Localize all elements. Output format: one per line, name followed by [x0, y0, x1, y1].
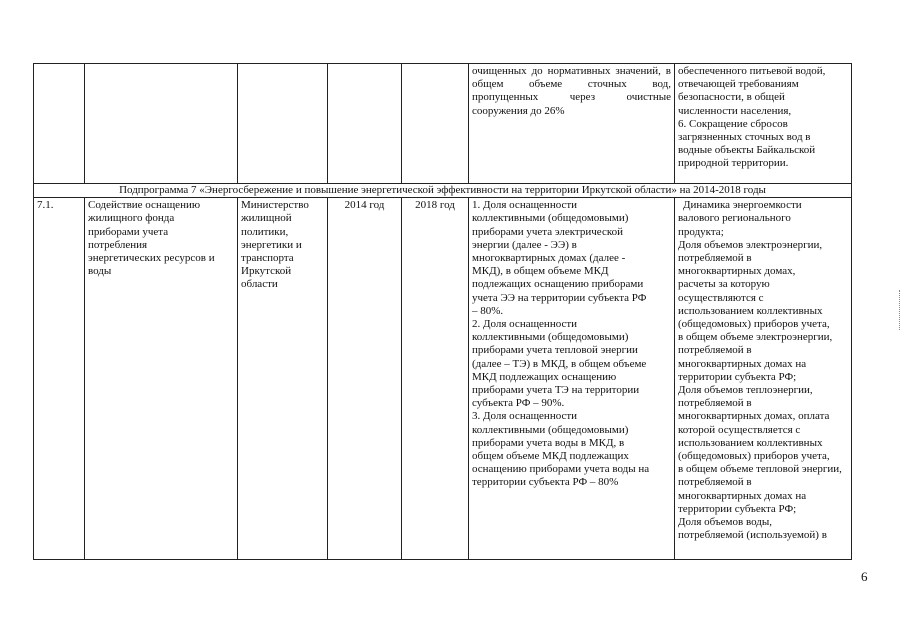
result-line: в общем объеме тепловой энергии, — [678, 463, 842, 476]
indicator-line: многоквартирных домах (далее - — [472, 252, 626, 265]
result-line: продукта; — [678, 225, 724, 238]
continuation-row — [34, 64, 852, 184]
cell-end-empty — [402, 64, 469, 184]
measure-name-line: жилищного фонда — [88, 212, 175, 225]
executor-line: энергетики и — [241, 238, 302, 251]
results-cell — [675, 198, 852, 560]
indicator-line: энергии (далее - ЭЭ) в — [472, 238, 577, 251]
measures-table — [33, 63, 852, 560]
result-line: которой осуществляется с — [678, 423, 801, 436]
indicator-line: коллективными (общедомовыми) — [472, 331, 629, 344]
indicator-line: 3. Доля оснащенности — [472, 410, 578, 423]
result-line: Доля объемов теплоэнергии, — [678, 384, 813, 397]
end-year: 2018 год — [402, 198, 469, 560]
result-line: многоквартирных домах на — [678, 357, 807, 370]
result-line: Доля объемов воды, — [678, 516, 772, 529]
subprogram-heading: Подпрограмма 7 «Энергосбережение и повышение энергетической эффективности на территории Иркутской области» на 2014-2018 годы — [34, 184, 852, 198]
result-line: валового регионального — [678, 212, 791, 225]
indicator-line: 2. Доля оснащенности — [472, 318, 578, 331]
result-line: Доля объемов электроэнергии, — [678, 238, 823, 251]
measure-name-line: энергетических ресурсов и — [88, 252, 215, 265]
result-line: потребляемой в — [678, 476, 752, 489]
indicator-line: приборами учета электрической — [472, 225, 624, 238]
result-line: расчеты за которую — [678, 278, 770, 291]
subprogram-heading-row — [34, 184, 852, 198]
cell-executor-empty — [238, 64, 328, 184]
indicator-line: коллективными (общедомовыми) — [472, 212, 629, 225]
result-line: многоквартирных домах на — [678, 489, 807, 502]
indicator-line: МКД), в общем объеме МКД — [472, 265, 609, 278]
result-line: Динамика энергоемкости — [683, 199, 802, 212]
result-line: многоквартирных домах, — [678, 265, 796, 278]
executor-cell — [238, 198, 328, 560]
result-line: потребляемой в — [678, 344, 752, 357]
executor-line: политики, — [241, 225, 289, 238]
continued-result-line: отвечающей требованиям — [678, 78, 799, 91]
cell-continued-result — [675, 64, 852, 184]
result-line: многоквартирных домах, оплата — [678, 410, 830, 423]
indicator-line: оснащению приборами учета воды на — [472, 463, 650, 476]
result-line: потребляемой (используемой) в — [678, 529, 827, 542]
continued-indicator-text: очищенных до нормативных значений, в общем объеме сточных вод, пропущенных через очистные сооружения до 26% — [472, 65, 671, 117]
continued-result-line: загрязненных сточных вод в — [678, 131, 811, 144]
indicator-line: МКД подлежащих оснащению — [472, 370, 617, 383]
result-line: территории субъекта РФ; — [678, 370, 797, 383]
continued-result-line: 6. Сокращение сбросов — [678, 117, 788, 130]
executor-line: области — [241, 278, 278, 291]
row-number: 7.1. — [34, 198, 85, 560]
result-line: осуществляются с — [678, 291, 764, 304]
result-line: территории субъекта РФ; — [678, 502, 797, 515]
indicator-line: территории субъекта РФ – 80% — [472, 476, 619, 489]
result-line: потребляемой в — [678, 397, 752, 410]
continued-result-line: безопасности, в общей — [678, 91, 785, 104]
start-year: 2014 год — [328, 198, 402, 560]
measure-name-cell — [85, 198, 238, 560]
measure-name-line: приборами учета — [88, 225, 169, 238]
indicator-line: приборами учета ТЭ на территории — [472, 384, 640, 397]
measure-name-line: воды — [88, 265, 112, 278]
indicator-line: подлежащих оснащению приборами — [472, 278, 644, 291]
result-line: использованием коллективных — [678, 304, 823, 317]
continued-result-line: численности населения, — [678, 104, 792, 117]
indicator-line: общем объеме МКД подлежащих — [472, 450, 629, 463]
continued-result-line: обеспеченного питьевой водой, — [678, 65, 826, 77]
executor-line: транспорта — [241, 252, 294, 265]
indicator-line: учета ЭЭ на территории субъекта РФ — [472, 291, 647, 304]
cell-start-empty — [328, 64, 402, 184]
executor-line: жилищной — [241, 212, 292, 225]
measure-name-line: потребления — [88, 238, 148, 251]
indicator-line: приборами учета тепловой энергии — [472, 344, 638, 357]
cell-number-empty — [34, 64, 85, 184]
executor-line: Иркутской — [241, 265, 292, 278]
indicator-line: – 80%. — [472, 304, 504, 317]
indicator-line: субъекта РФ – 90%. — [472, 397, 565, 410]
measure-name-line: Содействие оснащению — [88, 199, 201, 212]
indicator-line: (далее – ТЭ) в МКД, в общем объеме — [472, 357, 647, 370]
result-line: в общем объеме электроэнергии, — [678, 331, 833, 344]
page-number: 6 — [861, 569, 868, 584]
indicator-line: приборами учета воды в МКД, в — [472, 436, 625, 449]
result-line: (общедомовых) приборов учета, — [678, 450, 830, 463]
measure-row — [34, 198, 852, 560]
continued-result-line: водные объекты Байкальской — [678, 144, 816, 157]
cell-measure-empty — [85, 64, 238, 184]
cell-continued-indicator — [469, 64, 675, 184]
indicator-line: 1. Доля оснащенности — [472, 199, 578, 212]
result-line: потребляемой в — [678, 252, 752, 265]
continued-result-line: природной территории. — [678, 157, 789, 170]
executor-line: Министерство — [241, 199, 309, 212]
indicator-line: коллективными (общедомовыми) — [472, 423, 629, 436]
result-line: (общедомовых) приборов учета, — [678, 318, 830, 331]
scan-margin-mark — [899, 290, 901, 330]
result-line: использованием коллективных — [678, 436, 823, 449]
indicators-cell — [469, 198, 675, 560]
